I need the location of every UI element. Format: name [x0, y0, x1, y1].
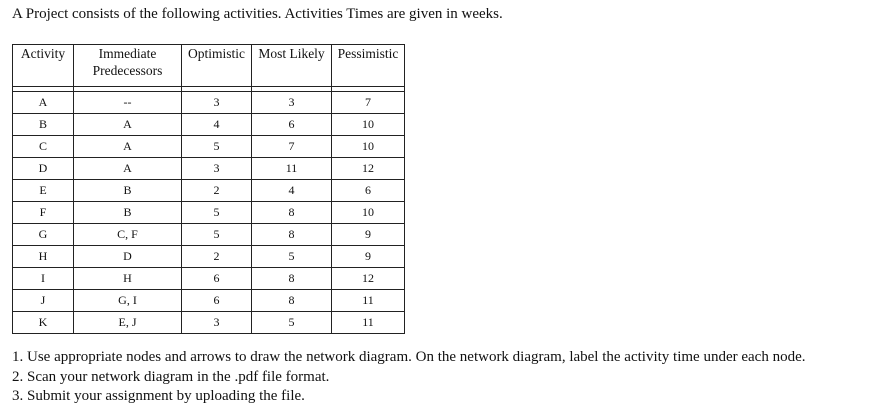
cell-most-likely: 6 — [252, 114, 332, 136]
cell-most-likely: 3 — [252, 92, 332, 114]
cell-optimistic: 4 — [182, 114, 252, 136]
table-row — [13, 246, 405, 268]
cell-predecessors: E, J — [74, 312, 182, 334]
cell-predecessors: G, I — [74, 290, 182, 312]
cell-optimistic: 3 — [182, 312, 252, 334]
header-activity: Activity — [13, 45, 74, 87]
table-row — [13, 202, 405, 224]
cell-predecessors: A — [74, 158, 182, 180]
cell-most-likely: 11 — [252, 158, 332, 180]
cell-optimistic: 5 — [182, 136, 252, 158]
table-row — [13, 114, 405, 136]
table-row — [13, 180, 405, 202]
header-optimistic: Optimistic — [182, 45, 252, 87]
cell-pessimistic: 11 — [332, 312, 405, 334]
cell-predecessors: B — [74, 180, 182, 202]
cell-pessimistic: 10 — [332, 136, 405, 158]
activity-table — [12, 44, 405, 334]
cell-predecessors: D — [74, 246, 182, 268]
header-predecessors-line1: Immediate — [98, 46, 157, 61]
header-predecessors — [74, 45, 182, 87]
table-row — [13, 312, 405, 334]
cell-activity: I — [13, 268, 74, 290]
cell-predecessors: C, F — [74, 224, 182, 246]
cell-most-likely: 8 — [252, 290, 332, 312]
cell-pessimistic: 6 — [332, 180, 405, 202]
cell-optimistic: 6 — [182, 268, 252, 290]
cell-activity: F — [13, 202, 74, 224]
table-row — [13, 268, 405, 290]
cell-most-likely: 5 — [252, 312, 332, 334]
cell-activity: C — [13, 136, 74, 158]
cell-pessimistic: 12 — [332, 268, 405, 290]
table-row — [13, 290, 405, 312]
cell-most-likely: 7 — [252, 136, 332, 158]
cell-optimistic: 2 — [182, 180, 252, 202]
cell-predecessors: A — [74, 114, 182, 136]
cell-predecessors: B — [74, 202, 182, 224]
cell-activity: H — [13, 246, 74, 268]
table-row — [13, 158, 405, 180]
cell-optimistic: 5 — [182, 224, 252, 246]
instructions — [12, 348, 805, 407]
table-row — [13, 224, 405, 246]
cell-pessimistic: 9 — [332, 224, 405, 246]
cell-activity: B — [13, 114, 74, 136]
instruction-3: 3. Submit your assignment by uploading the file. — [12, 388, 305, 404]
cell-optimistic: 6 — [182, 290, 252, 312]
cell-activity: K — [13, 312, 74, 334]
cell-pessimistic: 9 — [332, 246, 405, 268]
intro-text: A Project consists of the following activities. Activities Times are given in weeks. — [12, 6, 503, 22]
instruction-1: 1. Use appropriate nodes and arrows to draw the network diagram. On the network diagram, label the activity time under each node. — [12, 349, 806, 365]
cell-pessimistic: 12 — [332, 158, 405, 180]
cell-most-likely: 8 — [252, 268, 332, 290]
table-row — [13, 92, 405, 114]
cell-pessimistic: 10 — [332, 114, 405, 136]
cell-optimistic: 5 — [182, 202, 252, 224]
table-body — [13, 87, 405, 334]
cell-optimistic: 3 — [182, 92, 252, 114]
cell-most-likely: 8 — [252, 202, 332, 224]
cell-pessimistic: 7 — [332, 92, 405, 114]
instruction-2: 2. Scan your network diagram in the .pdf file format. — [12, 368, 330, 385]
header-most-likely: Most Likely — [252, 45, 332, 87]
header-pessimistic: Pessimistic — [332, 45, 405, 87]
cell-activity: J — [13, 290, 74, 312]
cell-activity: D — [13, 158, 74, 180]
cell-optimistic: 2 — [182, 246, 252, 268]
cell-most-likely: 4 — [252, 180, 332, 202]
cell-most-likely: 8 — [252, 224, 332, 246]
cell-pessimistic: 10 — [332, 202, 405, 224]
table-row — [13, 136, 405, 158]
cell-predecessors: A — [74, 136, 182, 158]
cell-predecessors: -- — [74, 92, 182, 114]
header-predecessors-line2: Predecessors — [92, 63, 163, 78]
cell-optimistic: 3 — [182, 158, 252, 180]
cell-activity: E — [13, 180, 74, 202]
table-header-row — [13, 45, 405, 87]
cell-activity: G — [13, 224, 74, 246]
cell-predecessors: H — [74, 268, 182, 290]
cell-most-likely: 5 — [252, 246, 332, 268]
cell-activity: A — [13, 92, 74, 114]
cell-pessimistic: 11 — [332, 290, 405, 312]
